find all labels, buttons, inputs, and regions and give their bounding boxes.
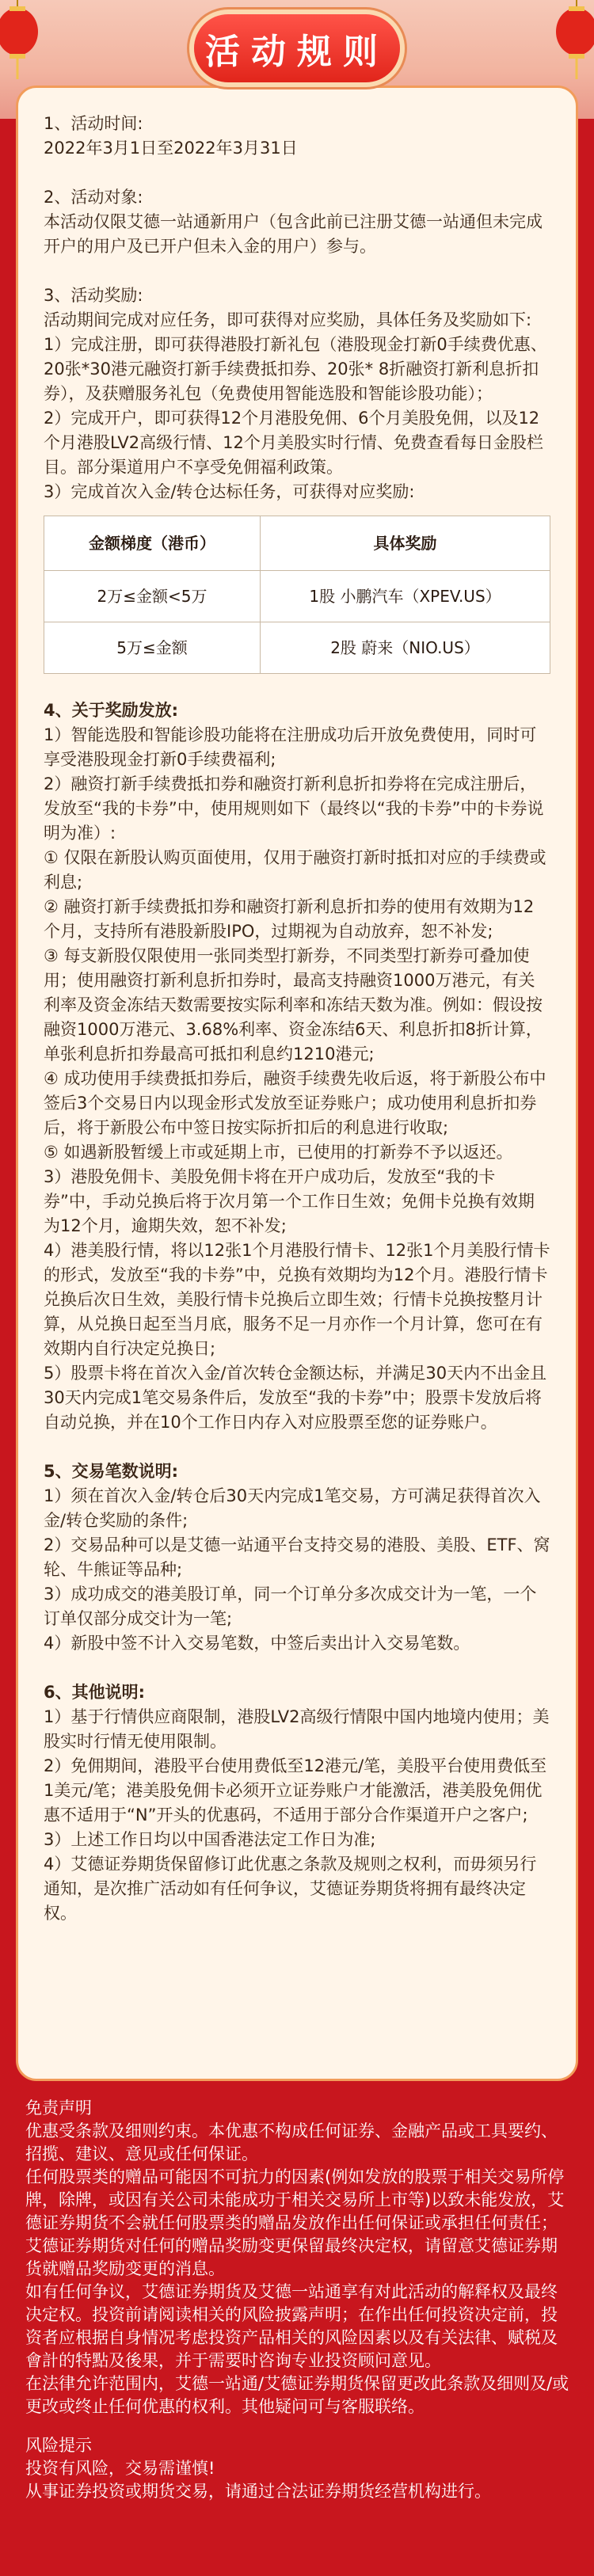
lantern-icon [553, 0, 594, 87]
disclaimer-line: 如有任何争议，艾德证券期货及艾德一站通享有对此活动的解释权及最终决定权。投资前请阅读相关的风险披露声明；在作出任何投资决定前，投资者应根据自身情况考虑投资产品相关的风险因素以及有关法律、赋税及會計的特點及後果，并于需要时咨询专业投资顾问意见。 [25, 2282, 558, 2370]
disclaimer-title: 免责声明 [25, 2098, 92, 2117]
section-title: 1、活动时间: [44, 114, 143, 133]
table-header-reward: 具体奖励 [261, 516, 550, 571]
table-row [44, 622, 550, 674]
rules-card [16, 86, 578, 2081]
trade-line: 1）须在首次入金/转仓后30天内完成1笔交易，方可满足获得首次入金/转仓奖励的条件; [44, 1486, 541, 1530]
activity-time-text: 2022年3月1日至2022年3月31日 [44, 139, 298, 158]
issuance-line: ① 仅限在新股认购页面使用，仅用于融资打新时抵扣对应的手续费或利息; [44, 848, 546, 892]
issuance-line: ③ 每支新股仅限使用一张同类型打新券，不同类型打新券可叠加使用；使用融资打新利息折扣券时，最高支持融资1000万港元，有关利率及资金冻结天数需要按实际利率和冻结天数为准。例如：假设按融资1000万港元、3.68%利率、资金冻结6天、利息折扣8折计算，单张利息折扣券最高可抵扣利息约1210港元; [44, 946, 543, 1064]
issuance-line: ⑤ 如遇新股暂缓上市或延期上市，已使用的打新券不予以返还。 [44, 1143, 513, 1162]
disclaimer-line: 任何股票类的赠品可能因不可抗力的因素(例如发放的股票于相关交易所停牌，除牌，或因有关公司未能成功于相关交易所上市等)以致未能发放，艾德证券期货不会就任何股票类的赠品发放作出任何保证或承担任何责任；艾德证券期货对任何的赠品奖励变更保留最终决定权，请留意艾德证券期货就赠品奖励变更的消息。 [25, 2167, 565, 2278]
activity-target-text: 本活动仅限艾德一站通新用户（包含此前已注册艾德一站通但未完成开户的用户及已开户但未入金的用户）参与。 [44, 212, 543, 256]
section-title: 4、关于奖励发放: [44, 701, 179, 720]
table-header-row [44, 516, 550, 571]
issuance-line: 2）融资打新手续费抵扣券和融资打新利息折扣券将在完成注册后，发放至“我的卡券”中，使用规则如下（最终以“我的卡券”中的卡券说明为准）: [44, 774, 544, 843]
issuance-line: 5）股票卡将在首次入金/首次转仓金额达标，并满足30天内不出金且30天内完成1笔交易条件后，发放至“我的卡券”中；股票卡发放后将自动兑换，并在10个工作日内存入对应股票至您的证券账户。 [44, 1364, 547, 1432]
other-line: 3）上述工作日均以中国香港法定工作日为准; [44, 1830, 376, 1849]
section-title: 3、活动奖励: [44, 286, 143, 305]
trade-line: 3）成功成交的港美股订单，同一个订单分多次成交计为一笔，一个订单仅部分成交计为一笔; [44, 1585, 537, 1628]
other-line: 4）艾德证券期货保留修订此优惠之条款及规则之权利，而毋须另行通知，是次推广活动如有任何争议，艾德证券期货将拥有最终决定权。 [44, 1855, 537, 1923]
section-activity-reward [44, 283, 550, 674]
page-title: 活动规则 [194, 14, 400, 82]
section-other-notes [44, 1680, 550, 1926]
other-line: 2）免佣期间，港股平台使用费低至12港元/笔，美股平台使用费低至1美元/笔；港美股免佣卡必须开立证券账户才能激活，港美股免佣优惠不适用于“N”开头的优惠码，不适用于部分合作渠道开户之客户; [44, 1756, 547, 1825]
section-trade-count [44, 1459, 550, 1656]
section-activity-time [44, 112, 550, 161]
table-cell-reward: 2股 蔚来（NIO.US） [261, 622, 550, 674]
trade-line: 2）交易品种可以是艾德一站通平台支持交易的港股、美股、ETF、窝轮、牛熊证等品种; [44, 1535, 550, 1579]
issuance-line: 3）港股免佣卡、美股免佣卡将在开户成功后，发放至“我的卡券”中，手动兑换后将于次月第一个工作日生效；免佣卡兑换有效期为12个月，逾期失效，恕不补发; [44, 1167, 535, 1235]
risk-line: 投资有风险，交易需谨慎! [25, 2459, 215, 2478]
issuance-line: ② 融资打新手续费抵扣券和融资打新利息折扣券的使用有效期为12个月，支持所有港股新股IPO，过期视为自动放弃，恕不补发; [44, 897, 535, 941]
rules-content [44, 112, 550, 1926]
table-cell-reward: 1股 小鹏汽车（XPEV.US） [261, 571, 550, 622]
table-cell-tier: 5万≤金额 [44, 622, 261, 674]
section-activity-target [44, 185, 550, 259]
section-title: 6、其他说明: [44, 1683, 146, 1702]
lantern-icon [0, 0, 41, 87]
reward-line: 3）完成首次入金/转仓达标任务，可获得对应奖励: [44, 482, 415, 501]
section-title: 2、活动对象: [44, 188, 143, 207]
issuance-line: 1）智能选股和智能诊股功能将在注册成功后开放免费使用，同时可享受港股现金打新0手续费福利; [44, 725, 537, 769]
other-line: 1）基于行情供应商限制，港股LV2高级行情限中国内地境内使用；美股实时行情无使用限制。 [44, 1707, 550, 1751]
disclaimer-line: 在法律允许范围内，艾德一站通/艾德证券期货保留更改此条款及细则及/或更改或终止任何优惠的权利。其他疑问可与客服联络。 [25, 2374, 569, 2416]
reward-line: 2）完成开户，即可获得12个月港股免佣、6个月美股免佣，以及12个月港股LV2高级行情、12个月美股实时行情、免费查看每日金股栏目。部分渠道用户不享受免佣福利政策。 [44, 409, 543, 477]
reward-line: 活动期间完成对应任务，即可获得对应奖励，具体任务及奖励如下: [44, 310, 532, 329]
section-reward-issuance [44, 698, 550, 1435]
risk-line: 从事证券投资或期货交易，请通过合法证券期货经营机构进行。 [25, 2482, 491, 2501]
table-cell-tier: 2万≤金额<5万 [44, 571, 261, 622]
table-row [44, 571, 550, 622]
section-title: 5、交易笔数说明: [44, 1462, 179, 1481]
issuance-line: 4）港美股行情，将以12张1个月港股行情卡、12张1个月美股行情卡的形式，发放至“我的卡券”中，兑换有效期均为12个月。港股行情卡兑换后次日生效，美股行情卡兑换后立即生效；行情卡兑换按整月计算，从兑换日起至当月底，服务不足一月亦作一个月计算，您可在有效期内自行决定兑换日; [44, 1241, 550, 1358]
table-header-tier: 金额梯度（港币） [44, 516, 261, 571]
trade-line: 4）新股中签不计入交易笔数，中签后卖出计入交易笔数。 [44, 1634, 470, 1653]
reward-line: 1）完成注册，即可获得港股打新礼包（港股现金打新0手续费优惠、20张*30港元融资打新手续费抵扣券、20张* 8折融资打新利息折扣券），及获赠服务礼包（免费使用智能选股和智能诊股功能）； [44, 335, 547, 403]
disclaimer-line: 优惠受条款及细则约束。本优惠不构成任何证券、金融产品或工具要约、招揽、建议、意见或任何保证。 [25, 2121, 558, 2163]
issuance-line: ④ 成功使用手续费抵扣券后，融资手续费先收后返，将于新股公布中签后3个交易日内以现金形式发放至证券账户；成功使用利息折扣券后，将于新股公布中签日按实际折扣后的利息进行收取; [44, 1069, 546, 1137]
footer-disclaimer [25, 2097, 572, 2503]
risk-title: 风险提示 [25, 2436, 92, 2455]
reward-table [44, 516, 550, 674]
